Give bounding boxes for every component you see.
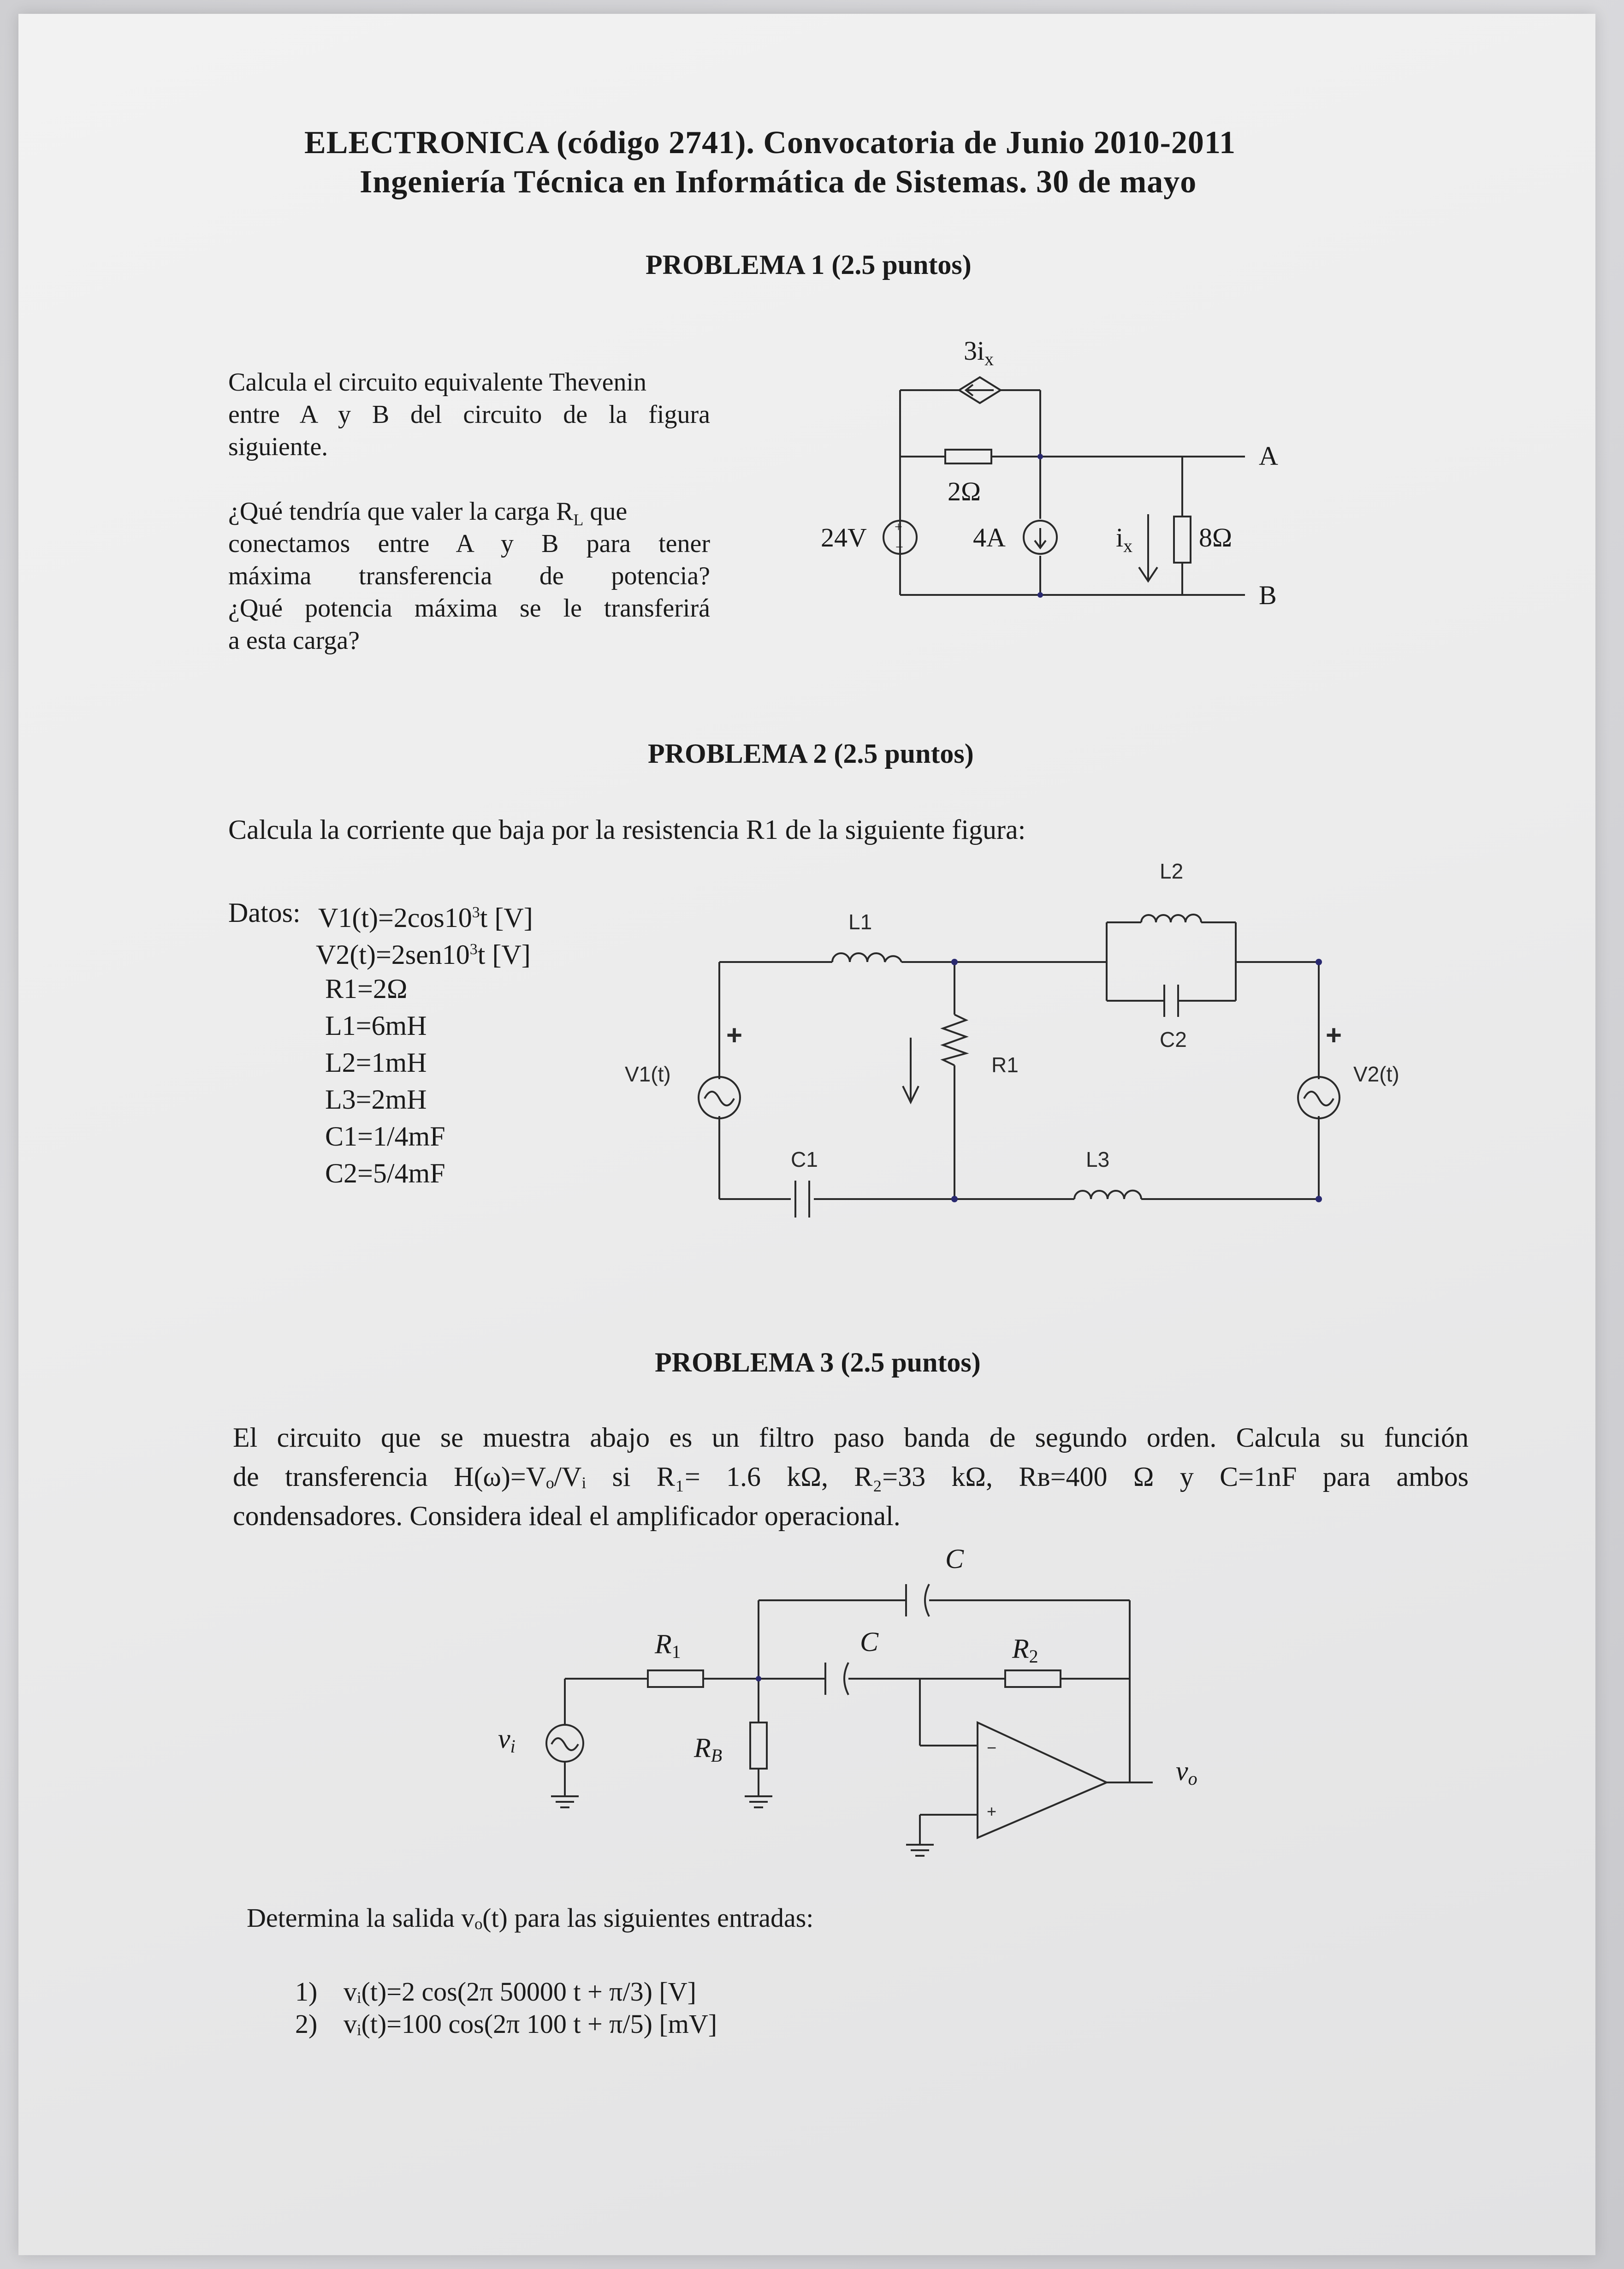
datum-r1: R1=2Ω [325,974,408,1004]
svg-text:C: C [945,1544,964,1574]
resistor-r2 [1005,1670,1061,1687]
datum-v1: $V1(t)=2\cos 10^3t$ [V] [318,903,533,933]
svg-text:24V: 24V [821,523,867,552]
junction-dot [1037,454,1043,459]
svg-text:C1: C1 [791,1147,818,1171]
svg-text:8Ω: 8Ω [1199,523,1233,552]
svg-text:C: C [860,1627,879,1657]
problem1-para1-line2: entre A y B del circuito de la figura [228,400,710,429]
svg-text:R2: R2 [1012,1633,1038,1667]
junction-dot [1316,1196,1322,1202]
svg-text:V2(t): V2(t) [1353,1062,1399,1086]
svg-text:+: + [726,1020,743,1051]
problem1-para2-line5: a esta carga? [228,626,360,655]
problem2-title: PROBLEMA 2 (2.5 puntos) [648,738,974,769]
svg-text:L1: L1 [848,910,872,934]
problem1-para1-line1: Calcula el circuito equivalente Thevenin [228,368,647,397]
svg-text:V1(t): V1(t) [625,1062,671,1086]
problem3-title: PROBLEMA 3 (2.5 puntos) [655,1347,981,1378]
junction-dot [1316,959,1322,965]
exam-title: ELECTRONICA (código 2741). Convocatoria de Junio 2010-2011 [304,125,1236,160]
problem3-item2-num: 2) [295,2009,318,2039]
inductor-l2 [1141,915,1201,922]
svg-text:+: + [895,519,902,535]
problem3-question: Determina la salida vₒ(t) para las siguientes entradas: [247,1903,814,1933]
resistor-r1 [648,1670,703,1687]
svg-text:R1: R1 [655,1629,681,1662]
svg-text:ix: $i_x$ [1116,523,1133,556]
problem3-para-line3: condensadores. Considera ideal el amplificador operacional. [233,1501,901,1531]
resistor-rb [750,1723,767,1769]
resistor-r1 [943,1015,966,1065]
problem3-circuit [484,1540,1268,1900]
problem2-circuit [599,853,1439,1245]
datum-c1: C1=1/4mF [325,1121,445,1152]
rl-subscript: L [573,511,584,529]
problem1-para2-line4: ¿Qué potencia máxima se le transferirá [228,594,710,623]
problem3-para-line2: de transferencia H(ω)=Vₒ/Vᵢ si R₁= 1.6 kΩ, R₂=33 kΩ, Rʙ=400 Ω y C=1nF para ambos [233,1461,1469,1492]
junction-dot [1037,592,1043,598]
op-amp [978,1723,1107,1838]
rl-text: ¿Qué tendría que valer la carga R [228,497,574,526]
svg-text:RB: RB [694,1733,723,1766]
svg-text:R1: R1 [991,1053,1019,1077]
datum-l2: L2=1mH [325,1047,427,1078]
junction-dot [951,959,958,965]
resistor-2ohm [945,450,991,463]
svg-text:−: − [987,1738,997,1757]
inductor-l1 [832,953,901,962]
svg-text:C2: C2 [1160,1028,1187,1051]
problem1-circuit [784,323,1337,627]
svg-text:L2: L2 [1160,859,1184,883]
svg-text:+: + [1326,1020,1342,1051]
svg-text:3ix: $3i_x$ [964,336,994,369]
datum-v2: $V2(t)=2sen10^3t$ [V] [316,939,531,970]
svg-text:4A: 4A [973,523,1006,552]
svg-text:vi: vi [498,1723,516,1757]
problem1-para1-line3: siguiente. [228,433,328,461]
problem2-intro: Calcula la corriente que baja por la resistencia R1 de la siguiente figura: [228,814,1026,845]
datum-l3: L3=2mH [325,1084,427,1115]
svg-text:+: + [987,1802,997,1821]
junction-dot [951,1196,958,1202]
resistor-8ohm [1174,517,1191,563]
rl-tail: que [583,497,628,526]
junction-dot [756,1676,761,1681]
svg-text:−: − [895,540,903,555]
exam-subtitle: Ingeniería Técnica en Informática de Sistemas. 30 de mayo [360,164,1197,200]
datum-l1: L1=6mH [325,1010,427,1041]
svg-text:2Ω: 2Ω [948,476,981,506]
datum-c2: C2=5/4mF [325,1158,445,1188]
inductor-l3 [1074,1191,1141,1200]
problem3-para-line1: El circuito que se muestra abajo es un filtro paso banda de segundo orden. Calcula su función [233,1422,1469,1453]
svg-text:A: A [1259,441,1278,471]
svg-text:vo: vo [1176,1756,1197,1789]
problem3-item1-text: vᵢ(t)=2 cos(2π 50000 t + π/3) [V] [344,1977,696,2007]
svg-text:L3: L3 [1086,1147,1110,1171]
problem1-title: PROBLEMA 1 (2.5 puntos) [646,249,972,280]
problem1-para2-line2: conectamos entre A y B para tener [228,529,710,558]
problem1-para2-line3: máxima transferencia de potencia? [228,562,710,590]
datos-label: Datos: [228,897,301,928]
problem3-item2-text: vᵢ(t)=100 cos(2π 100 t + π/5) [mV] [344,2009,717,2039]
problem3-item1-num: 1) [295,1977,318,2007]
svg-text:B: B [1259,580,1277,610]
